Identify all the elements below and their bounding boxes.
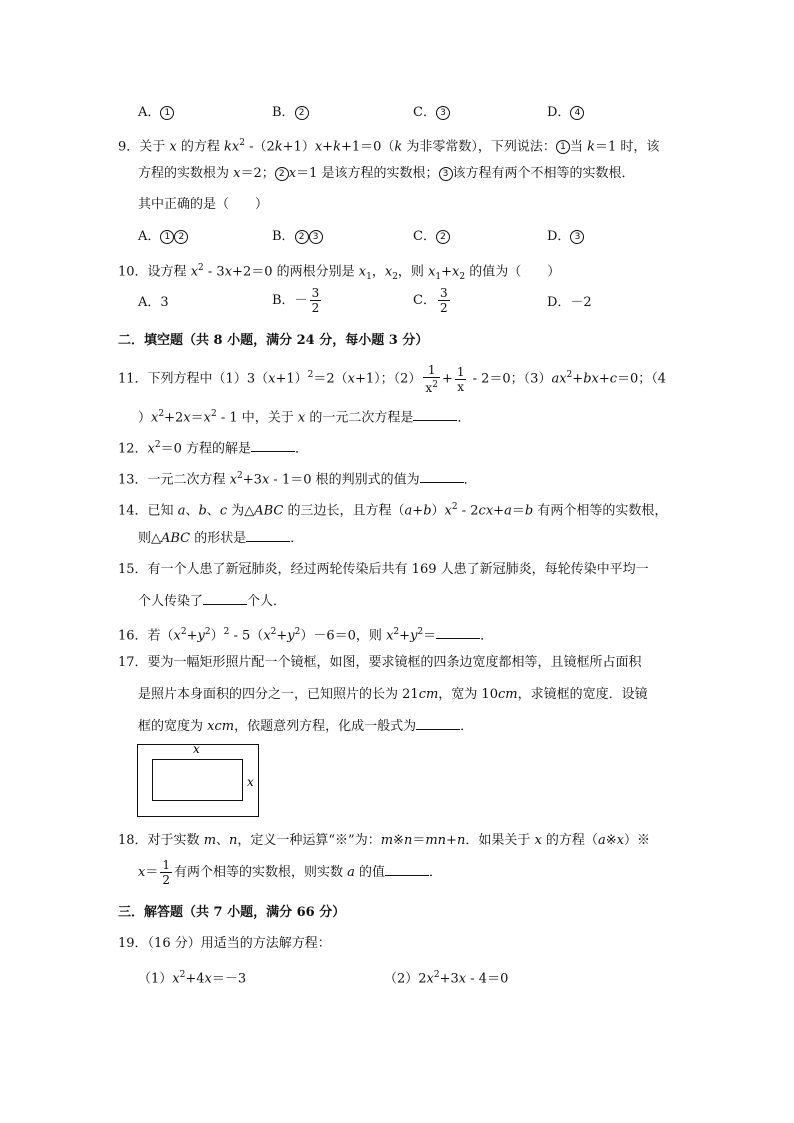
- q15-line-1: 15．有一个人患了新冠肺炎，经过两轮传染后共有 169 人患了新冠肺炎，每轮传染中平均一: [118, 562, 649, 577]
- label-x-right: x: [247, 775, 254, 789]
- q14-line-2: 则△ABC 的形状是 ．: [138, 531, 304, 546]
- q10-option-d: D．－2: [547, 295, 592, 310]
- q9-line-2: 方程的实数根为 x＝2； 2 x＝1 是该方程的实数根； 3 该方程有两个不相等的实数根．: [138, 166, 635, 181]
- q9-line-1: 9．关于 x 的方程 $kx^2$ -（2k+1）x+k+1＝0（k 为非零常数），下列说法： 1 当 k＝1 时，该: [118, 138, 660, 155]
- q17-line-2: 是照片本身面积的四分之一，已知照片的长为 21cm，宽为 10cm，求镜框的宽度．设镜: [138, 687, 648, 702]
- q8-option-d: D． 4: [547, 104, 584, 122]
- frame-figure: [136, 740, 262, 818]
- q18-line-1: 18．对于实数 m、n，定义一种运算“※”为：m※n＝mn+n．如果关于 x 的方程（a※x）※: [118, 833, 650, 848]
- q8-option-c: C． 3: [413, 104, 450, 122]
- q10-option-b: B．－ $\frac{3}{2}$: [272, 286, 320, 315]
- q17-line-3: 框的宽度为 xcm，依题意列方程，化成一般式为 ．: [138, 719, 474, 734]
- q8-option-b: B． 2: [272, 104, 309, 122]
- q10-line-1: 10．设方程 $x^2 - 3x+2=0$ 的两根分别是 $x_1$，$x_2$，则 $x_1+x_2$ 的值为（ ）: [118, 263, 561, 282]
- section-2-heading: 二．填空题（共 8 小题，满分 24 分，每小题 3 分）: [118, 333, 429, 348]
- q13: 13．一元二次方程 $x^2+3x - 1=0$ 根的判别式的值为 ．: [118, 471, 477, 488]
- q10-option-a: A．3: [138, 295, 169, 310]
- q11-line-2: ）$x^2+2x=x^2 - 1$ 中，关于 x 的一元二次方程是 ．: [138, 409, 471, 426]
- q16: 16．若$(x^2+y^2)^2 - 5(x^2+y^2)-6=0$，则 $x^2+y^2=$ ．: [118, 627, 494, 644]
- q14-line-1: 14．已知 a、b、c 为△ABC 的三边长，且方程$(a+b)x^2 - 2cx+a=b$ 有两个相等的实数根，: [118, 502, 668, 519]
- section-3-heading: 三．解答题（共 7 小题，满分 66 分）: [118, 905, 346, 920]
- q10-option-c: C． $\frac{3}{2}$: [413, 286, 448, 315]
- q9-line-3: 其中正确的是（ ）: [138, 197, 269, 212]
- photo-rect: [153, 760, 243, 801]
- q17-line-1: 17．要为一幅矩形照片配一个镜框，如图，要求镜框的四条边宽度都相等，且镜框所占面积: [118, 655, 642, 670]
- q19-part-1: $(1)x^2+4x=-3$: [138, 970, 247, 987]
- q19-part-2: $(2)2x^2+3x - 4=0$: [384, 970, 509, 987]
- q18-line-2: x＝ $\frac{1}{2}$ 有两个相等的实数根，则实数 a 的值 ．: [138, 858, 443, 887]
- q12: 12．$x^2=0$ 方程的解是 ．: [118, 440, 309, 457]
- q11-line-1: 11．下列方程中$(1)3(x+1)^2=2(x+1)$；（2） $\frac{1}{x^2}$ + $\frac{1}{x}$ - 2＝0；$(3)ax^2+bx+c=0$；（4: [118, 363, 667, 395]
- label-x-top: x: [193, 742, 200, 756]
- q9-option-b: B． 2 3: [272, 228, 323, 246]
- q15-line-2: 个人传染了 个人．: [138, 594, 287, 609]
- q19-line-1: 19．（16 分）用适当的方法解方程：: [118, 936, 331, 951]
- q9-option-c: C． 2: [413, 228, 450, 246]
- q9-option-a: A． 1 2: [138, 228, 188, 246]
- q9-option-d: D． 3: [547, 228, 584, 246]
- q8-option-a: A． 1: [138, 104, 174, 122]
